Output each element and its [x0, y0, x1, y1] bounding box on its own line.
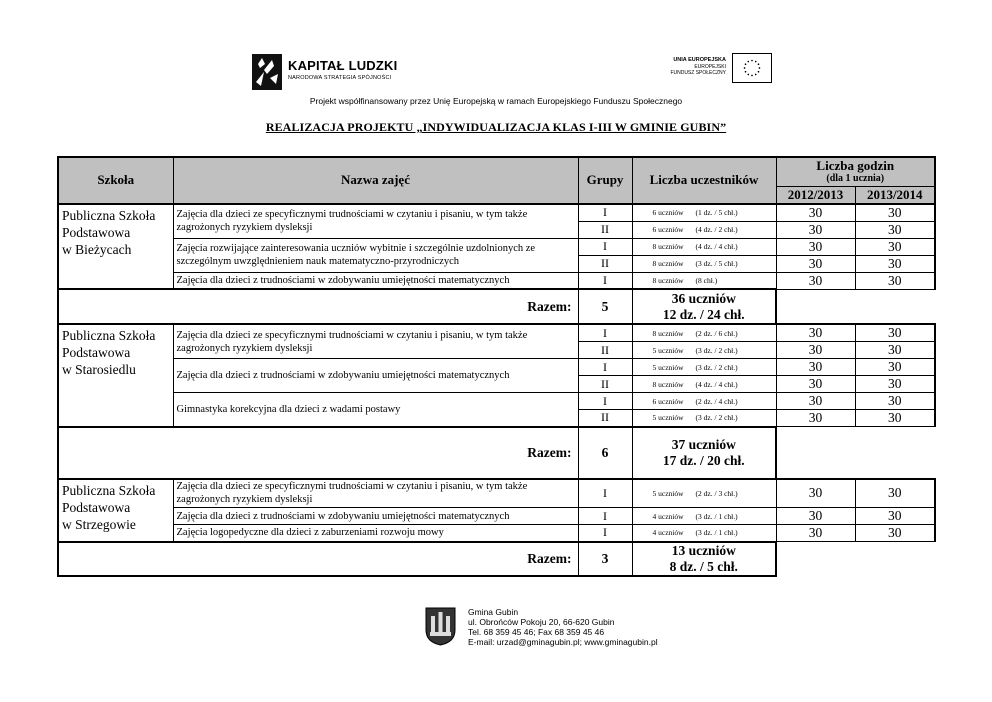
project-table: [57, 156, 936, 577]
group-cell: I: [578, 479, 632, 508]
hours-year-1: 30: [776, 479, 855, 508]
table-row: [58, 204, 935, 222]
footer-line: ul. Obrońców Pokoju 20, 66-620 Gubin: [468, 617, 615, 627]
participants-detail: (3 dz. / 2 chł.): [695, 362, 738, 372]
hours-year-2: 30: [855, 410, 935, 427]
activity-name: Zajęcia logopedyczne dla dzieci z zaburzeniami rozwoju mowy: [173, 525, 578, 542]
participants-count: 6 uczniów: [652, 208, 684, 217]
hours-year-2: 30: [855, 238, 935, 255]
eu-star-icon: [747, 61, 749, 63]
total-participants-detail: 8 dz. / 5 chł.: [669, 558, 738, 574]
total-participants: [632, 289, 776, 324]
hours-year-1: 30: [776, 342, 855, 359]
hours-year-1: 30: [776, 324, 855, 342]
participants-count: 8 uczniów: [652, 379, 684, 389]
blank-cell: [776, 289, 935, 324]
hours-year-2: 30: [855, 204, 935, 222]
table-row: [58, 272, 935, 289]
participants-cell: [632, 376, 776, 393]
hours-year-1: 30: [776, 221, 855, 238]
hours-year-2: 30: [855, 221, 935, 238]
participants-detail: (4 dz. / 4 chł.): [695, 379, 738, 389]
header-year-2: 2013/2014: [855, 186, 935, 204]
school-name-line: w Strzegowie: [62, 516, 136, 532]
hours-year-1: 30: [776, 508, 855, 525]
header-hours: [776, 157, 935, 186]
header-hours-label: Liczba godzin: [816, 157, 895, 173]
activity-name: Zajęcia dla dzieci z trudnościami w zdobywaniu umiejętności matematycznych: [173, 508, 578, 525]
participants-cell: [632, 508, 776, 525]
kapital-ludzki-emblem-icon: [250, 52, 284, 92]
blank-cell: [776, 427, 935, 479]
total-label: Razem:: [58, 542, 578, 576]
table-row: [58, 525, 935, 542]
school-name-line: Publiczna Szkoła: [62, 328, 156, 343]
activity-name: Zajęcia dla dzieci ze specyficznymi trudnościami w czytaniu i pisaniu, w tym także zagrożonych ryzykiem dysleksji: [173, 204, 578, 239]
eu-star-icon: [747, 74, 749, 76]
header-hours-sub: (dla 1 ucznia): [826, 172, 885, 184]
total-participants-detail: 12 dz. / 24 chł.: [662, 306, 745, 322]
total-label: Razem:: [58, 427, 578, 479]
participants-count: 4 uczniów: [652, 511, 684, 521]
activity-name: Zajęcia dla dzieci ze specyficznymi trudnościami w czytaniu i pisaniu, w tym także zagrożonych ryzykiem dysleksji: [173, 324, 578, 359]
hours-year-2: 30: [855, 255, 935, 272]
hours-year-1: 30: [776, 525, 855, 542]
group-cell: I: [578, 238, 632, 255]
group-cell: I: [578, 324, 632, 342]
eu-line2: EUROPEJSKI: [694, 63, 726, 70]
total-groups: 5: [578, 289, 632, 324]
header-year-1: 2012/2013: [776, 186, 855, 204]
school-name: [58, 324, 173, 427]
participants-count: 4 uczniów: [652, 528, 684, 538]
group-cell: I: [578, 508, 632, 525]
hours-year-1: 30: [776, 238, 855, 255]
total-row: [58, 289, 935, 324]
hours-year-1: 30: [776, 255, 855, 272]
hours-year-1: 30: [776, 359, 855, 376]
eu-line3: FUNDUSZ SPOŁECZNY: [670, 70, 726, 76]
kapital-ludzki-subtitle: NARODOWA STRATEGIA SPÓJNOŚCI: [288, 75, 392, 81]
eu-star-icon: [758, 71, 760, 73]
school-name-line: Podstawowa: [62, 499, 131, 515]
group-cell: II: [578, 255, 632, 272]
activity-name: Zajęcia dla dzieci ze specyficznymi trudnościami w czytaniu i pisaniu, w tym także zagrożonych ryzykiem dysleksji: [173, 479, 578, 508]
participants-detail: (3 dz. / 2 chł.): [695, 345, 738, 355]
school-name-line: w Starosiedlu: [62, 362, 136, 377]
school-name-line: Podstawowa: [62, 345, 131, 360]
participants-detail: (2 dz. / 4 chł.): [695, 396, 738, 406]
participants-detail: (3 dz. / 5 chł.): [695, 259, 738, 268]
total-row: [58, 542, 935, 576]
hours-year-2: 30: [855, 479, 935, 508]
activity-name: Zajęcia dla dzieci z trudnościami w zdobywaniu umiejętności matematycznych: [173, 272, 578, 289]
hours-year-1: 30: [776, 376, 855, 393]
eu-flag-icon: [732, 53, 772, 83]
eu-star-icon: [759, 67, 761, 69]
participants-cell: [632, 393, 776, 410]
participants-detail: (3 dz. / 1 chł.): [695, 528, 738, 538]
participants-cell: [632, 238, 776, 255]
total-participants-count: 36 uczniów: [671, 290, 736, 306]
hours-year-2: 30: [855, 508, 935, 525]
total-participants: [632, 542, 776, 576]
group-cell: II: [578, 410, 632, 427]
participants-cell: [632, 324, 776, 342]
hours-year-2: 30: [855, 393, 935, 410]
activity-name: Gimnastyka korekcyjna dla dzieci z wadami postawy: [173, 393, 578, 427]
blank-cell: [776, 542, 935, 576]
participants-cell: [632, 255, 776, 272]
footer-line: Gmina Gubin: [468, 607, 519, 617]
group-cell: I: [578, 359, 632, 376]
participants-detail: (2 dz. / 3 chł.): [695, 488, 738, 498]
school-name-line: Publiczna Szkoła: [62, 482, 156, 498]
header-activity: Nazwa zajęć: [173, 157, 578, 204]
participants-count: 5 uczniów: [652, 488, 684, 498]
participants-cell: [632, 221, 776, 238]
hours-year-2: 30: [855, 525, 935, 542]
total-groups: 6: [578, 427, 632, 479]
participants-count: 8 uczniów: [652, 259, 684, 268]
eu-line1: UNIA EUROPEJSKA: [673, 57, 726, 63]
participants-detail: (4 dz. / 2 chł.): [695, 225, 738, 234]
hours-year-2: 30: [855, 342, 935, 359]
document-title: REALIZACJA PROJEKTU „INDYWIDUALIZACJA KLAS I-III W GMINIE GUBIN”: [265, 120, 727, 134]
total-participants-count: 37 uczniów: [671, 436, 736, 452]
school-name-line: Publiczna Szkoła: [62, 207, 156, 223]
total-label: Razem:: [58, 289, 578, 324]
total-participants: [632, 427, 776, 479]
total-participants-count: 13 uczniów: [671, 542, 736, 558]
participants-count: 5 uczniów: [652, 413, 684, 423]
school-name-line: Podstawowa: [62, 224, 131, 240]
kapital-ludzki-logo: [250, 52, 410, 92]
total-groups: 3: [578, 542, 632, 576]
participants-detail: (3 dz. / 2 chł.): [695, 413, 738, 423]
participants-detail: (8 chł.): [695, 275, 718, 285]
group-cell: I: [578, 204, 632, 222]
participants-count: 8 uczniów: [652, 328, 684, 338]
hours-year-2: 30: [855, 376, 935, 393]
hours-year-2: 30: [855, 359, 935, 376]
participants-detail: (1 dz. / 5 chł.): [695, 208, 738, 217]
footer-line: E-mail: urzad@gminagubin.pl; www.gminagubin.pl: [468, 637, 658, 647]
eu-star-icon: [751, 60, 753, 62]
activity-name: Zajęcia dla dzieci z trudnościami w zdobywaniu umiejętności matematycznych: [173, 359, 578, 393]
eu-star-icon: [755, 74, 757, 76]
participants-cell: [632, 359, 776, 376]
participants-cell: [632, 410, 776, 427]
table-row: [58, 393, 935, 410]
table-row: [58, 238, 935, 255]
group-cell: II: [578, 221, 632, 238]
participants-count: 8 uczniów: [652, 275, 684, 285]
participants-count: 5 uczniów: [652, 362, 684, 372]
hours-year-1: 30: [776, 272, 855, 289]
total-participants-detail: 17 dz. / 20 chł.: [662, 452, 745, 468]
table-row: [58, 479, 935, 508]
participants-count: 8 uczniów: [652, 242, 684, 251]
table-row: [58, 508, 935, 525]
eu-star-icon: [744, 67, 746, 69]
participants-cell: [632, 204, 776, 222]
activity-name: Zajęcia rozwijające zainteresowania uczniów wybitnie i szczególnie uzdolnionych ze szczególnym uwzględnieniem nauk matematyczno-przyrodniczych: [173, 238, 578, 272]
eu-star-icon: [745, 71, 747, 73]
group-cell: I: [578, 525, 632, 542]
kapital-ludzki-title: KAPITAŁ LUDZKI: [288, 58, 398, 73]
group-cell: II: [578, 342, 632, 359]
school-name: [58, 479, 173, 542]
participants-count: 5 uczniów: [652, 345, 684, 355]
cofinancing-note: Projekt współfinansowany przez Unię Europejską w ramach Europejskiego Funduszu Społecznego: [309, 96, 683, 106]
header-school: Szkoła: [58, 157, 173, 204]
eu-star-icon: [755, 61, 757, 63]
participants-detail: (2 dz. / 6 chł.): [695, 328, 738, 338]
eu-star-icon: [758, 63, 760, 65]
school-name: [58, 204, 173, 290]
eu-logo-text: [670, 57, 726, 77]
participants-cell: [632, 272, 776, 289]
total-row: [58, 427, 935, 479]
eu-star-icon: [745, 63, 747, 65]
table-row: [58, 359, 935, 376]
participants-cell: [632, 479, 776, 508]
hours-year-1: 30: [776, 204, 855, 222]
table-row: [58, 324, 935, 342]
participants-detail: (3 dz. / 1 chł.): [695, 511, 738, 521]
hours-year-1: 30: [776, 393, 855, 410]
hours-year-2: 30: [855, 324, 935, 342]
footer-contact: [468, 607, 658, 647]
group-cell: I: [578, 272, 632, 289]
eu-logo: [660, 53, 772, 87]
participants-cell: [632, 525, 776, 542]
hours-year-1: 30: [776, 410, 855, 427]
gmina-gubin-crest-icon: [424, 606, 457, 646]
footer-line: Tel. 68 359 45 46; Fax 68 359 45 46: [468, 627, 605, 637]
eu-star-icon: [751, 75, 753, 77]
participants-count: 6 uczniów: [652, 225, 684, 234]
group-cell: II: [578, 376, 632, 393]
participants-cell: [632, 342, 776, 359]
participants-count: 6 uczniów: [652, 396, 684, 406]
hours-year-2: 30: [855, 272, 935, 289]
header-participants: Liczba uczestników: [632, 157, 776, 204]
group-cell: I: [578, 393, 632, 410]
school-name-line: w Bieżycach: [62, 241, 132, 257]
participants-detail: (4 dz. / 4 chł.): [695, 242, 738, 251]
header-groups: Grupy: [578, 157, 632, 204]
